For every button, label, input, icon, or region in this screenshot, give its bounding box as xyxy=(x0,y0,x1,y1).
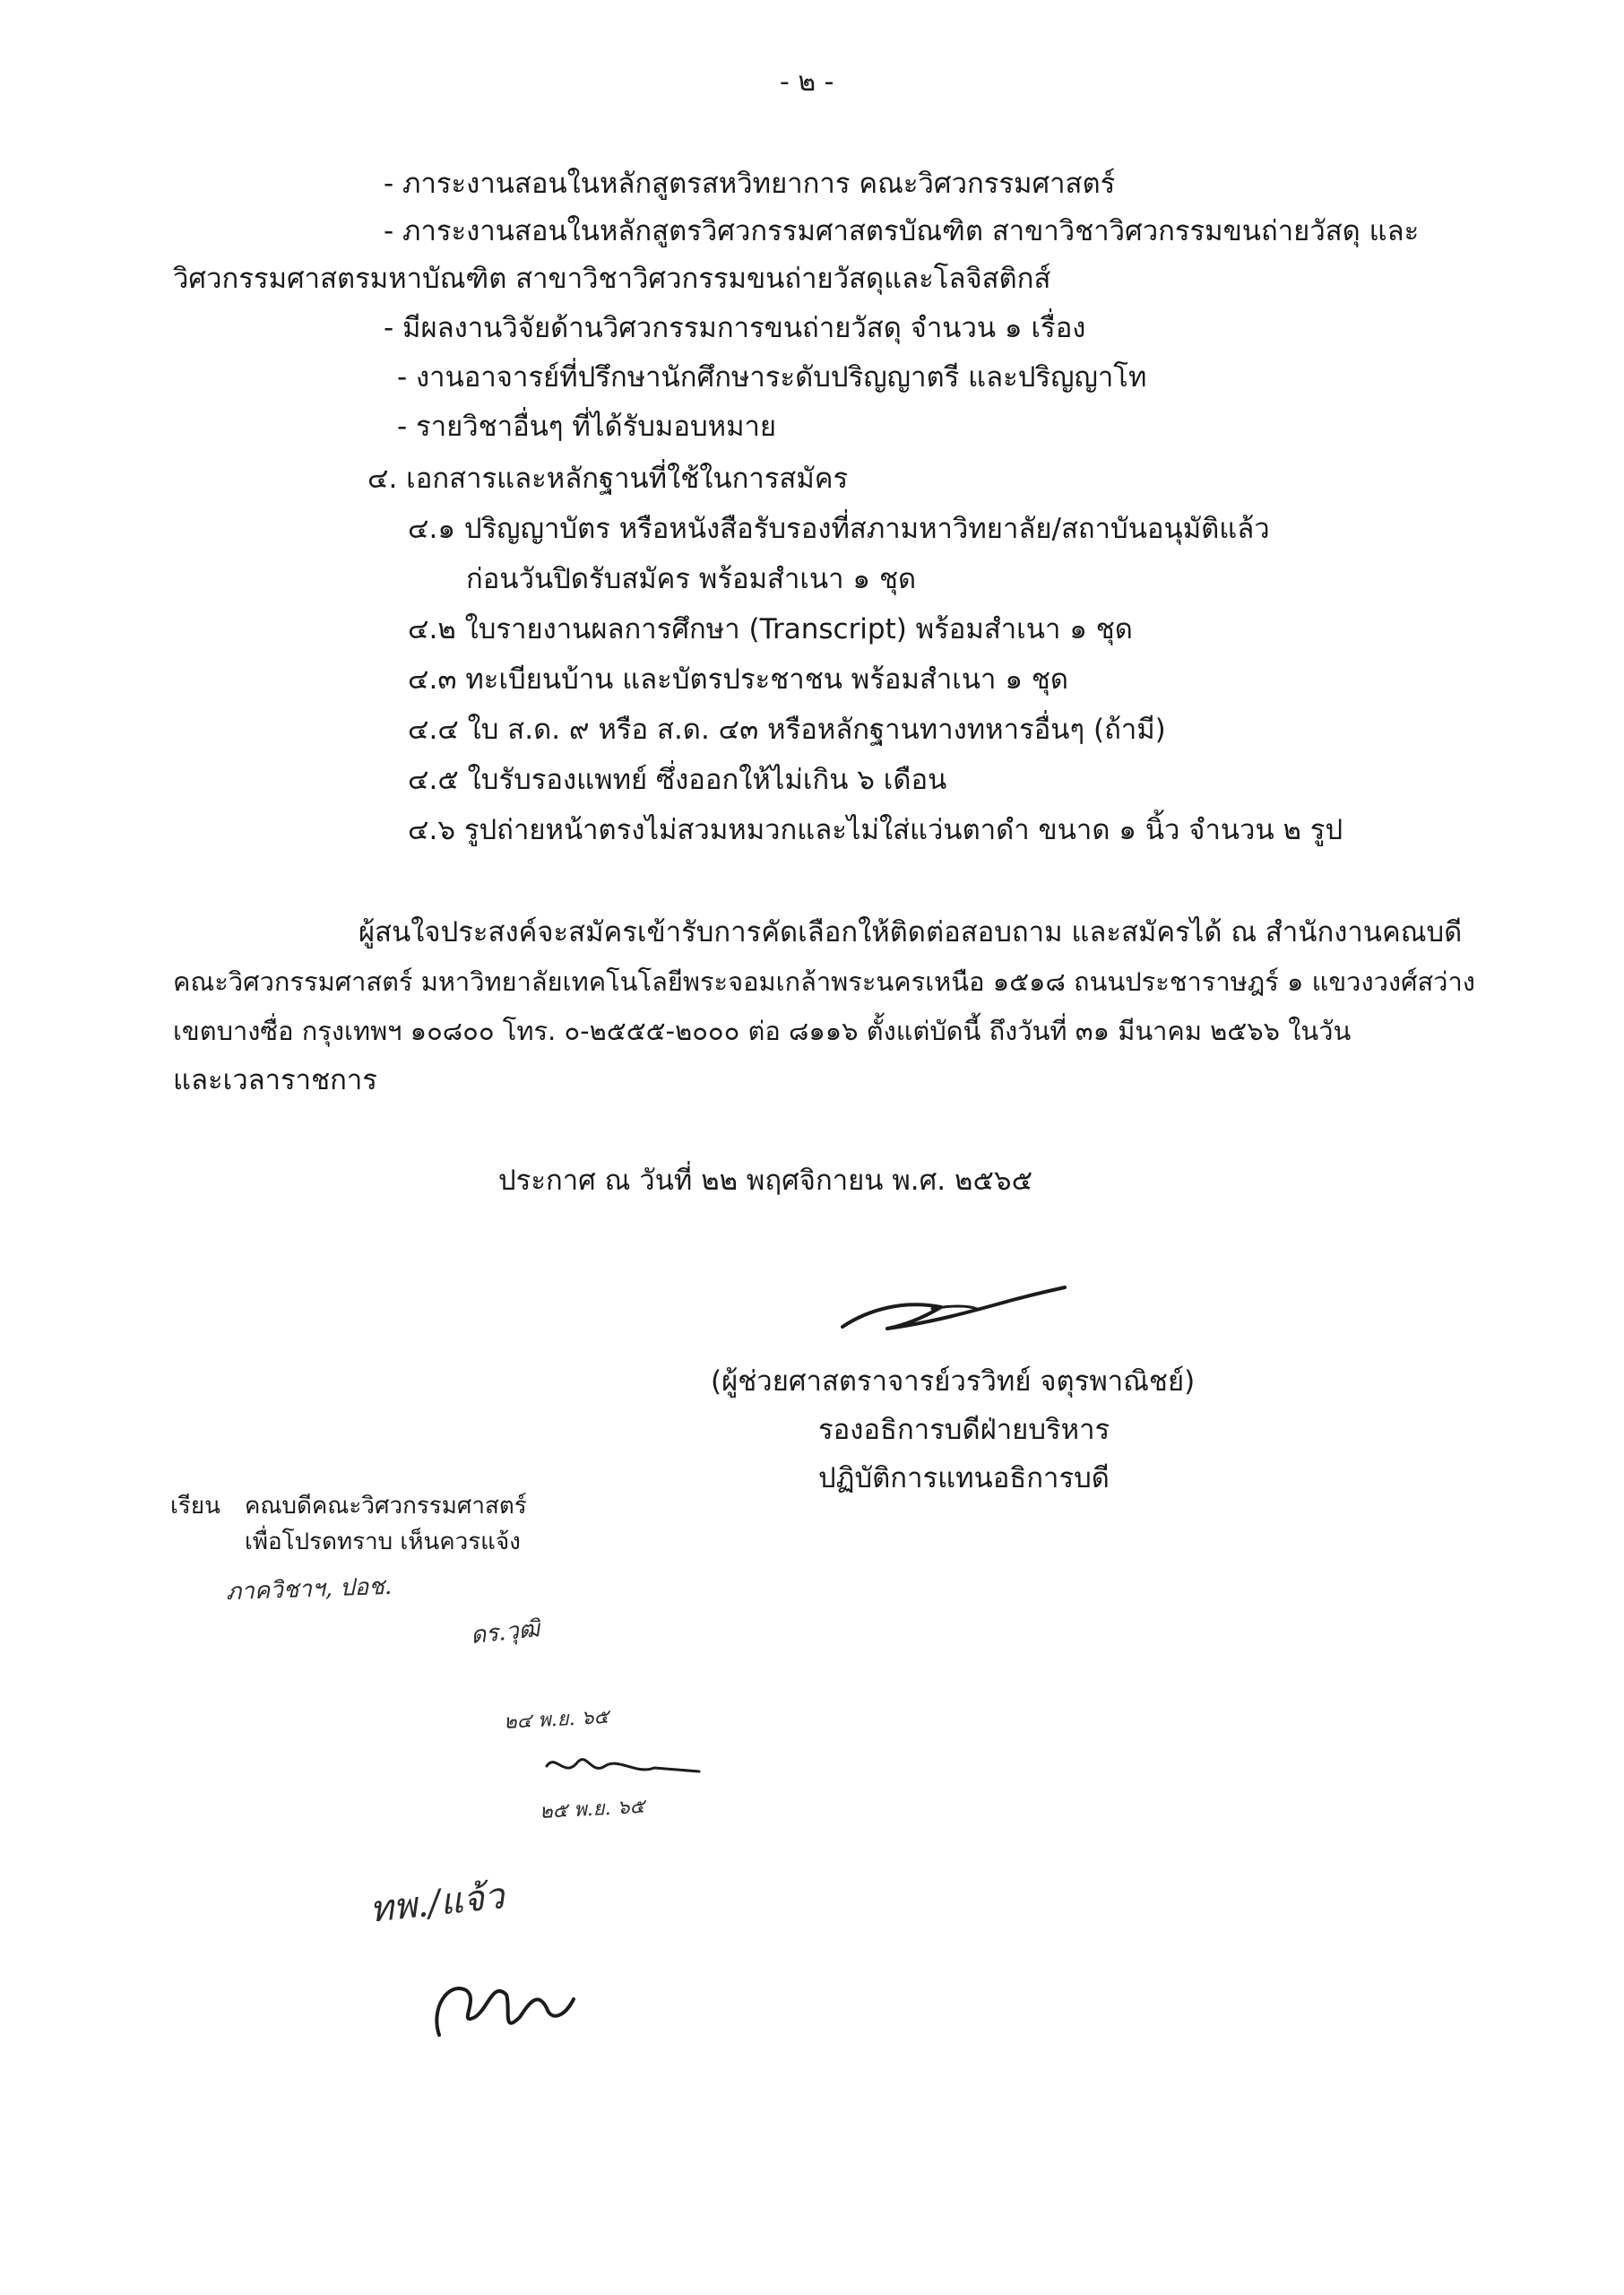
document-item: ๔.๔ ใบ ส.ด. ๙ หรือ ส.ด. ๔๓ หรือหลักฐานทางทหารอื่นๆ (ถ้ามี) xyxy=(408,714,1166,746)
handwritten-note: ทพ./แจ้ว xyxy=(367,1875,506,1931)
duty-line: - ภาระงานสอนในหลักสูตรวิศวกรรมศาสตรบัณฑิต สาขาวิชาวิศวกรรมขนถ่ายวัสดุ และ xyxy=(384,215,1420,247)
document-item: ๔.๓ ทะเบียนบ้าน และบัตรประชาชน พร้อมสำเนา ๑ ชุด xyxy=(408,663,1069,696)
handwritten-initials xyxy=(538,1748,717,1802)
signatory-position: รองอธิการบดีฝ่ายบริหาร xyxy=(818,1414,1110,1446)
addressee-purpose: เพื่อโปรดทราบ เห็นควรแจ้ง xyxy=(245,1529,521,1555)
document-item: ๔.๒ ใบรายงานผลการศึกษา (Transcript) พร้อมสำเนา ๑ ชุด xyxy=(408,613,1133,645)
duty-line: วิศวกรรมศาสตรมหาบัณฑิต สาขาวิชาวิศวกรรมขนถ่ายวัสดุและโลจิสติกส์ xyxy=(173,263,1051,295)
announcement-date: ประกาศ ณ วันที่ ๒๒ พฤศจิกายน พ.ศ. ๒๕๖๕ xyxy=(498,1165,1033,1197)
handwritten-note: ๒๕ พ.ย. ๖๕ xyxy=(539,1795,645,1824)
addressee-to: คณบดีคณะวิศวกรรมศาสตร์ xyxy=(245,1493,527,1520)
signatory-name: (ผู้ช่วยศาสตราจารย์วรวิทย์ จตุรพาณิชย์) xyxy=(711,1365,1196,1398)
document-item: ๔.๑ ปริญญาบัตร หรือหนังสือรับรองที่สภามหาวิทยาลัย/สถาบันอนุมัติแล้ว xyxy=(408,513,1270,545)
contact-paragraph-line: ผู้สนใจประสงค์จะสมัครเข้ารับการคัดเลือกให้ติดต่อสอบถาม และสมัครได้ ณ สำนักงานคณบดี xyxy=(358,916,1463,948)
document-item: ก่อนวันปิดรับสมัคร พร้อมสำเนา ๑ ชุด xyxy=(466,563,917,595)
signature xyxy=(834,1273,1067,1345)
contact-paragraph-line: เขตบางซื่อ กรุงเทพฯ ๑๐๘๐๐ โทร. ๐-๒๕๕๕-๒๐๐๐ ต่อ ๘๑๑๖ ตั้งแต่บัดนี้ ถึงวันที่ ๓๑ มีนาคม ๒๕๖๖ ในวัน xyxy=(173,1016,1352,1046)
addressee-label: เรียน xyxy=(170,1493,220,1520)
document-item: ๔.๕ ใบรับรองแพทย์ ซึ่งออกให้ไม่เกิน ๖ เดือน xyxy=(408,764,947,796)
document-item: ๔.๖ รูปถ่ายหน้าตรงไม่สวมหมวกและไม่ใส่แว่นตาดำ ขนาด ๑ นิ้ว จำนวน ๒ รูป xyxy=(408,814,1343,846)
section-heading: ๔. เอกสารและหลักฐานที่ใช้ในการสมัคร xyxy=(367,463,849,495)
duty-line: - งานอาจารย์ที่ปรึกษานักศึกษาระดับปริญญาตรี และปริญญาโท xyxy=(397,361,1147,394)
handwritten-note: ๒๔ พ.ย. ๖๕ xyxy=(503,1705,609,1735)
handwritten-note: ภาควิชาฯ, ปอช. xyxy=(225,1572,393,1606)
handwritten-note: ดร.วุฒิ xyxy=(469,1615,541,1650)
contact-paragraph-line: และเวลาราชการ xyxy=(173,1064,377,1096)
page-number: - ๒ - xyxy=(780,66,834,98)
handwritten-initials xyxy=(421,1954,583,2053)
duty-line: - ภาระงานสอนในหลักสูตรสหวิทยาการ คณะวิศวกรรมศาสตร์ xyxy=(384,168,1116,200)
signatory-acting: ปฏิบัติการแทนอธิการบดี xyxy=(818,1462,1110,1494)
duty-line: - มีผลงานวิจัยด้านวิศวกรรมการขนถ่ายวัสดุ จำนวน ๑ เรื่อง xyxy=(384,312,1086,344)
duty-line: - รายวิชาอื่นๆ ที่ได้รับมอบหมาย xyxy=(397,411,777,443)
contact-paragraph-line: คณะวิศวกรรมศาสตร์ มหาวิทยาลัยเทคโนโลยีพระจอมเกล้าพระนครเหนือ ๑๕๑๘ ถนนประชาราษฎร์ ๑ แขวงวงศ์สว่าง xyxy=(173,966,1475,997)
